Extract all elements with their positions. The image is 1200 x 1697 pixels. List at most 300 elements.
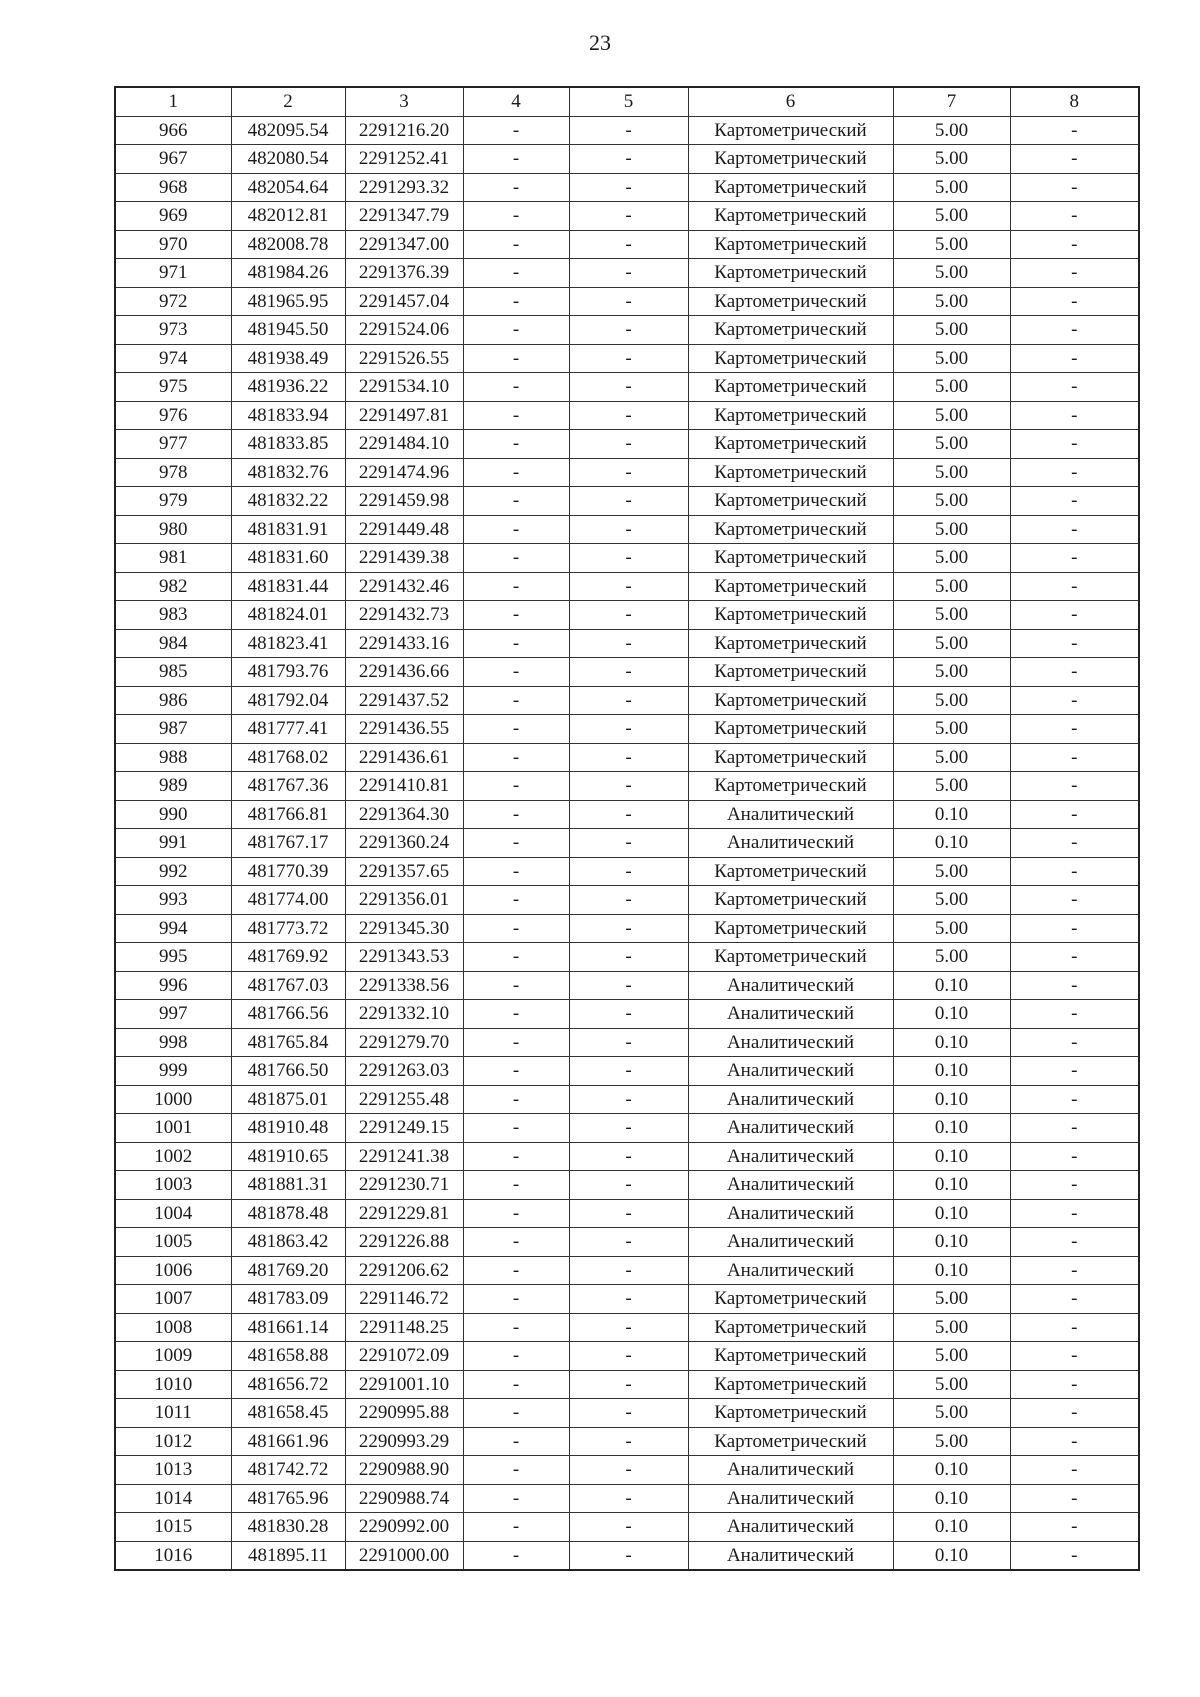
- y-coordinate-cell: 2291343.53: [345, 943, 463, 972]
- accuracy-cell: 5.00: [893, 857, 1010, 886]
- x-coordinate-cell: 481830.28: [231, 1513, 345, 1542]
- accuracy-cell: 5.00: [893, 401, 1010, 430]
- point-number-cell: 976: [115, 401, 231, 430]
- point-number-cell: 1013: [115, 1456, 231, 1485]
- table-row: [115, 658, 1139, 687]
- accuracy-cell: 5.00: [893, 886, 1010, 915]
- y-coordinate-cell: 2291436.55: [345, 715, 463, 744]
- accuracy-cell: 5.00: [893, 601, 1010, 630]
- column-4-cell: -: [463, 1199, 569, 1228]
- x-coordinate-cell: 482008.78: [231, 230, 345, 259]
- table-row: [115, 857, 1139, 886]
- accuracy-cell: 5.00: [893, 686, 1010, 715]
- y-coordinate-cell: 2291357.65: [345, 857, 463, 886]
- column-5-cell: -: [569, 829, 688, 858]
- accuracy-cell: 0.10: [893, 1484, 1010, 1513]
- table-row: [115, 1427, 1139, 1456]
- accuracy-cell: 5.00: [893, 1427, 1010, 1456]
- accuracy-cell: 5.00: [893, 544, 1010, 573]
- column-4-cell: -: [463, 686, 569, 715]
- table-row: [115, 202, 1139, 231]
- column-8-cell: -: [1010, 1057, 1139, 1086]
- point-number-cell: 969: [115, 202, 231, 231]
- column-8-cell: -: [1010, 145, 1139, 174]
- method-cell: Картометрический: [688, 1399, 893, 1428]
- column-8-cell: -: [1010, 601, 1139, 630]
- accuracy-cell: 0.10: [893, 971, 1010, 1000]
- column-4-cell: -: [463, 230, 569, 259]
- column-4-cell: -: [463, 544, 569, 573]
- column-4-cell: -: [463, 1085, 569, 1114]
- y-coordinate-cell: 2291459.98: [345, 487, 463, 516]
- column-8-cell: -: [1010, 715, 1139, 744]
- column-8-cell: -: [1010, 800, 1139, 829]
- column-4-cell: -: [463, 1399, 569, 1428]
- column-8-cell: -: [1010, 772, 1139, 801]
- column-8-cell: -: [1010, 1142, 1139, 1171]
- y-coordinate-cell: 2291524.06: [345, 316, 463, 345]
- column-5-cell: -: [569, 1427, 688, 1456]
- column-4-cell: -: [463, 1142, 569, 1171]
- column-5-cell: -: [569, 800, 688, 829]
- accuracy-cell: 5.00: [893, 629, 1010, 658]
- method-cell: Картометрический: [688, 344, 893, 373]
- x-coordinate-cell: 482012.81: [231, 202, 345, 231]
- x-coordinate-cell: 481984.26: [231, 259, 345, 288]
- table-row: [115, 401, 1139, 430]
- point-number-cell: 1000: [115, 1085, 231, 1114]
- table-row: [115, 829, 1139, 858]
- column-5-cell: -: [569, 544, 688, 573]
- column-header-1: 1: [115, 87, 231, 116]
- method-cell: Картометрический: [688, 316, 893, 345]
- accuracy-cell: 5.00: [893, 515, 1010, 544]
- table-row: [115, 116, 1139, 145]
- point-number-cell: 1007: [115, 1285, 231, 1314]
- column-5-cell: -: [569, 344, 688, 373]
- method-cell: Картометрический: [688, 686, 893, 715]
- point-number-cell: 987: [115, 715, 231, 744]
- y-coordinate-cell: 2291001.10: [345, 1370, 463, 1399]
- accuracy-cell: 5.00: [893, 715, 1010, 744]
- column-5-cell: -: [569, 116, 688, 145]
- y-coordinate-cell: 2291148.25: [345, 1313, 463, 1342]
- column-8-cell: -: [1010, 544, 1139, 573]
- column-8-cell: -: [1010, 1456, 1139, 1485]
- y-coordinate-cell: 2291497.81: [345, 401, 463, 430]
- accuracy-cell: 5.00: [893, 259, 1010, 288]
- column-8-cell: -: [1010, 686, 1139, 715]
- y-coordinate-cell: 2291216.20: [345, 116, 463, 145]
- column-8-cell: -: [1010, 1000, 1139, 1029]
- point-number-cell: 1002: [115, 1142, 231, 1171]
- accuracy-cell: 5.00: [893, 430, 1010, 459]
- table-row: [115, 686, 1139, 715]
- x-coordinate-cell: 481783.09: [231, 1285, 345, 1314]
- table-row: [115, 1456, 1139, 1485]
- column-4-cell: -: [463, 1256, 569, 1285]
- method-cell: Аналитический: [688, 1513, 893, 1542]
- method-cell: Аналитический: [688, 1456, 893, 1485]
- accuracy-cell: 0.10: [893, 1085, 1010, 1114]
- column-4-cell: -: [463, 287, 569, 316]
- method-cell: Картометрический: [688, 772, 893, 801]
- x-coordinate-cell: 481910.48: [231, 1114, 345, 1143]
- method-cell: Картометрический: [688, 401, 893, 430]
- column-4-cell: -: [463, 1484, 569, 1513]
- column-4-cell: -: [463, 1114, 569, 1143]
- column-5-cell: -: [569, 601, 688, 630]
- y-coordinate-cell: 2291437.52: [345, 686, 463, 715]
- x-coordinate-cell: 481767.03: [231, 971, 345, 1000]
- accuracy-cell: 0.10: [893, 1114, 1010, 1143]
- column-5-cell: -: [569, 629, 688, 658]
- y-coordinate-cell: 2291484.10: [345, 430, 463, 459]
- column-8-cell: -: [1010, 515, 1139, 544]
- column-4-cell: -: [463, 1313, 569, 1342]
- accuracy-cell: 5.00: [893, 344, 1010, 373]
- method-cell: Картометрический: [688, 629, 893, 658]
- point-number-cell: 971: [115, 259, 231, 288]
- y-coordinate-cell: 2290993.29: [345, 1427, 463, 1456]
- column-8-cell: -: [1010, 1199, 1139, 1228]
- column-5-cell: -: [569, 1513, 688, 1542]
- x-coordinate-cell: 481658.45: [231, 1399, 345, 1428]
- accuracy-cell: 0.10: [893, 1028, 1010, 1057]
- x-coordinate-cell: 481792.04: [231, 686, 345, 715]
- point-number-cell: 1015: [115, 1513, 231, 1542]
- column-4-cell: -: [463, 401, 569, 430]
- table-row: [115, 601, 1139, 630]
- column-8-cell: -: [1010, 829, 1139, 858]
- column-5-cell: -: [569, 1114, 688, 1143]
- column-4-cell: -: [463, 971, 569, 1000]
- column-header-8: 8: [1010, 87, 1139, 116]
- y-coordinate-cell: 2291279.70: [345, 1028, 463, 1057]
- point-number-cell: 973: [115, 316, 231, 345]
- table-row: [115, 458, 1139, 487]
- column-5-cell: -: [569, 743, 688, 772]
- table-row: [115, 430, 1139, 459]
- table-row: [115, 344, 1139, 373]
- table-row: [115, 1142, 1139, 1171]
- y-coordinate-cell: 2291230.71: [345, 1171, 463, 1200]
- method-cell: Картометрический: [688, 1313, 893, 1342]
- point-number-cell: 991: [115, 829, 231, 858]
- table-row: [115, 373, 1139, 402]
- column-5-cell: -: [569, 1456, 688, 1485]
- x-coordinate-cell: 481832.76: [231, 458, 345, 487]
- table-row: [115, 1370, 1139, 1399]
- x-coordinate-cell: 481656.72: [231, 1370, 345, 1399]
- accuracy-cell: 0.10: [893, 1456, 1010, 1485]
- x-coordinate-cell: 481824.01: [231, 601, 345, 630]
- table-row: [115, 316, 1139, 345]
- x-coordinate-cell: 481661.96: [231, 1427, 345, 1456]
- column-header-5: 5: [569, 87, 688, 116]
- method-cell: Картометрический: [688, 373, 893, 402]
- column-5-cell: -: [569, 886, 688, 915]
- column-5-cell: -: [569, 1142, 688, 1171]
- column-header-7: 7: [893, 87, 1010, 116]
- x-coordinate-cell: 481767.36: [231, 772, 345, 801]
- accuracy-cell: 5.00: [893, 173, 1010, 202]
- accuracy-cell: 5.00: [893, 943, 1010, 972]
- method-cell: Картометрический: [688, 487, 893, 516]
- column-4-cell: -: [463, 829, 569, 858]
- column-4-cell: -: [463, 1370, 569, 1399]
- column-5-cell: -: [569, 1399, 688, 1428]
- y-coordinate-cell: 2291432.73: [345, 601, 463, 630]
- x-coordinate-cell: 481833.94: [231, 401, 345, 430]
- column-8-cell: -: [1010, 743, 1139, 772]
- column-8-cell: -: [1010, 116, 1139, 145]
- column-4-cell: -: [463, 943, 569, 972]
- column-5-cell: -: [569, 572, 688, 601]
- table-row: [115, 145, 1139, 174]
- accuracy-cell: 5.00: [893, 116, 1010, 145]
- x-coordinate-cell: 481863.42: [231, 1228, 345, 1257]
- column-8-cell: -: [1010, 857, 1139, 886]
- y-coordinate-cell: 2290988.90: [345, 1456, 463, 1485]
- column-4-cell: -: [463, 715, 569, 744]
- point-number-cell: 999: [115, 1057, 231, 1086]
- column-4-cell: -: [463, 344, 569, 373]
- point-number-cell: 975: [115, 373, 231, 402]
- column-8-cell: -: [1010, 1114, 1139, 1143]
- column-8-cell: -: [1010, 202, 1139, 231]
- column-8-cell: -: [1010, 487, 1139, 516]
- table-row: [115, 1513, 1139, 1542]
- method-cell: Аналитический: [688, 1000, 893, 1029]
- x-coordinate-cell: 481766.81: [231, 800, 345, 829]
- table-row: [115, 1171, 1139, 1200]
- table-row: [115, 914, 1139, 943]
- column-5-cell: -: [569, 857, 688, 886]
- point-number-cell: 970: [115, 230, 231, 259]
- column-5-cell: -: [569, 458, 688, 487]
- point-number-cell: 1009: [115, 1342, 231, 1371]
- y-coordinate-cell: 2291436.66: [345, 658, 463, 687]
- method-cell: Картометрический: [688, 116, 893, 145]
- point-number-cell: 986: [115, 686, 231, 715]
- y-coordinate-cell: 2291436.61: [345, 743, 463, 772]
- table-row: [115, 287, 1139, 316]
- point-number-cell: 990: [115, 800, 231, 829]
- column-4-cell: -: [463, 1057, 569, 1086]
- column-8-cell: -: [1010, 629, 1139, 658]
- table-row: [115, 886, 1139, 915]
- point-number-cell: 993: [115, 886, 231, 915]
- point-number-cell: 994: [115, 914, 231, 943]
- column-5-cell: -: [569, 202, 688, 231]
- column-8-cell: -: [1010, 1285, 1139, 1314]
- point-number-cell: 974: [115, 344, 231, 373]
- method-cell: Аналитический: [688, 1057, 893, 1086]
- point-number-cell: 979: [115, 487, 231, 516]
- column-8-cell: -: [1010, 1370, 1139, 1399]
- y-coordinate-cell: 2291345.30: [345, 914, 463, 943]
- column-4-cell: -: [463, 1228, 569, 1257]
- column-8-cell: -: [1010, 373, 1139, 402]
- method-cell: Картометрический: [688, 287, 893, 316]
- column-4-cell: -: [463, 914, 569, 943]
- column-4-cell: -: [463, 173, 569, 202]
- method-cell: Картометрический: [688, 572, 893, 601]
- column-4-cell: -: [463, 430, 569, 459]
- column-8-cell: -: [1010, 1342, 1139, 1371]
- y-coordinate-cell: 2291364.30: [345, 800, 463, 829]
- accuracy-cell: 0.10: [893, 1142, 1010, 1171]
- column-4-cell: -: [463, 629, 569, 658]
- column-8-cell: -: [1010, 1541, 1139, 1570]
- column-8-cell: -: [1010, 572, 1139, 601]
- method-cell: Картометрический: [688, 743, 893, 772]
- column-4-cell: -: [463, 743, 569, 772]
- column-4-cell: -: [463, 1000, 569, 1029]
- point-number-cell: 989: [115, 772, 231, 801]
- column-5-cell: -: [569, 1171, 688, 1200]
- y-coordinate-cell: 2291347.00: [345, 230, 463, 259]
- column-5-cell: -: [569, 686, 688, 715]
- column-8-cell: -: [1010, 971, 1139, 1000]
- accuracy-cell: 5.00: [893, 658, 1010, 687]
- column-5-cell: -: [569, 259, 688, 288]
- column-8-cell: -: [1010, 1513, 1139, 1542]
- x-coordinate-cell: 481661.14: [231, 1313, 345, 1342]
- y-coordinate-cell: 2291474.96: [345, 458, 463, 487]
- accuracy-cell: 0.10: [893, 1256, 1010, 1285]
- point-number-cell: 1004: [115, 1199, 231, 1228]
- table-row: [115, 487, 1139, 516]
- y-coordinate-cell: 2290992.00: [345, 1513, 463, 1542]
- column-4-cell: -: [463, 202, 569, 231]
- column-5-cell: -: [569, 943, 688, 972]
- column-8-cell: -: [1010, 1399, 1139, 1428]
- accuracy-cell: 5.00: [893, 287, 1010, 316]
- method-cell: Картометрический: [688, 914, 893, 943]
- y-coordinate-cell: 2291252.41: [345, 145, 463, 174]
- y-coordinate-cell: 2291241.38: [345, 1142, 463, 1171]
- column-8-cell: -: [1010, 943, 1139, 972]
- y-coordinate-cell: 2291338.56: [345, 971, 463, 1000]
- y-coordinate-cell: 2291347.79: [345, 202, 463, 231]
- method-cell: Картометрический: [688, 458, 893, 487]
- x-coordinate-cell: 481766.56: [231, 1000, 345, 1029]
- point-number-cell: 982: [115, 572, 231, 601]
- column-4-cell: -: [463, 658, 569, 687]
- method-cell: Картометрический: [688, 601, 893, 630]
- point-number-cell: 984: [115, 629, 231, 658]
- point-number-cell: 985: [115, 658, 231, 687]
- column-8-cell: -: [1010, 344, 1139, 373]
- method-cell: Картометрический: [688, 886, 893, 915]
- column-4-cell: -: [463, 772, 569, 801]
- y-coordinate-cell: 2291249.15: [345, 1114, 463, 1143]
- y-coordinate-cell: 2291439.38: [345, 544, 463, 573]
- accuracy-cell: 5.00: [893, 1342, 1010, 1371]
- column-4-cell: -: [463, 1513, 569, 1542]
- table-row: [115, 1399, 1139, 1428]
- method-cell: Картометрический: [688, 230, 893, 259]
- column-5-cell: -: [569, 658, 688, 687]
- y-coordinate-cell: 2291332.10: [345, 1000, 463, 1029]
- table-row: [115, 1541, 1139, 1570]
- point-number-cell: 995: [115, 943, 231, 972]
- x-coordinate-cell: 481765.96: [231, 1484, 345, 1513]
- table-row: [115, 943, 1139, 972]
- method-cell: Аналитический: [688, 1199, 893, 1228]
- method-cell: Картометрический: [688, 1285, 893, 1314]
- x-coordinate-cell: 481945.50: [231, 316, 345, 345]
- x-coordinate-cell: 481766.50: [231, 1057, 345, 1086]
- accuracy-cell: 0.10: [893, 829, 1010, 858]
- column-5-cell: -: [569, 1199, 688, 1228]
- column-4-cell: -: [463, 116, 569, 145]
- accuracy-cell: 5.00: [893, 373, 1010, 402]
- column-8-cell: -: [1010, 259, 1139, 288]
- table-row: [115, 1199, 1139, 1228]
- table-row: [115, 1114, 1139, 1143]
- x-coordinate-cell: 481833.85: [231, 430, 345, 459]
- x-coordinate-cell: 482080.54: [231, 145, 345, 174]
- column-5-cell: -: [569, 401, 688, 430]
- x-coordinate-cell: 481767.17: [231, 829, 345, 858]
- table-row: [115, 230, 1139, 259]
- accuracy-cell: 5.00: [893, 1313, 1010, 1342]
- x-coordinate-cell: 481765.84: [231, 1028, 345, 1057]
- table-row: [115, 1085, 1139, 1114]
- point-number-cell: 988: [115, 743, 231, 772]
- column-header-4: 4: [463, 87, 569, 116]
- table-row: [115, 572, 1139, 601]
- coordinates-table: [114, 86, 1140, 1571]
- method-cell: Картометрический: [688, 515, 893, 544]
- table-row: [115, 715, 1139, 744]
- column-8-cell: -: [1010, 1085, 1139, 1114]
- accuracy-cell: 0.10: [893, 1541, 1010, 1570]
- accuracy-cell: 5.00: [893, 145, 1010, 174]
- point-number-cell: 1016: [115, 1541, 231, 1570]
- accuracy-cell: 5.00: [893, 772, 1010, 801]
- x-coordinate-cell: 481831.60: [231, 544, 345, 573]
- column-8-cell: -: [1010, 1484, 1139, 1513]
- method-cell: Картометрический: [688, 173, 893, 202]
- column-4-cell: -: [463, 1427, 569, 1456]
- point-number-cell: 997: [115, 1000, 231, 1029]
- method-cell: Картометрический: [688, 1427, 893, 1456]
- point-number-cell: 977: [115, 430, 231, 459]
- column-header-2: 2: [231, 87, 345, 116]
- method-cell: Картометрический: [688, 943, 893, 972]
- method-cell: Картометрический: [688, 202, 893, 231]
- accuracy-cell: 5.00: [893, 230, 1010, 259]
- column-4-cell: -: [463, 1342, 569, 1371]
- y-coordinate-cell: 2291410.81: [345, 772, 463, 801]
- x-coordinate-cell: 481878.48: [231, 1199, 345, 1228]
- point-number-cell: 1014: [115, 1484, 231, 1513]
- x-coordinate-cell: 481938.49: [231, 344, 345, 373]
- table-row: [115, 1342, 1139, 1371]
- column-5-cell: -: [569, 373, 688, 402]
- point-number-cell: 968: [115, 173, 231, 202]
- accuracy-cell: 0.10: [893, 1057, 1010, 1086]
- column-4-cell: -: [463, 572, 569, 601]
- x-coordinate-cell: 481831.44: [231, 572, 345, 601]
- column-4-cell: -: [463, 458, 569, 487]
- column-5-cell: -: [569, 1000, 688, 1029]
- column-4-cell: -: [463, 1285, 569, 1314]
